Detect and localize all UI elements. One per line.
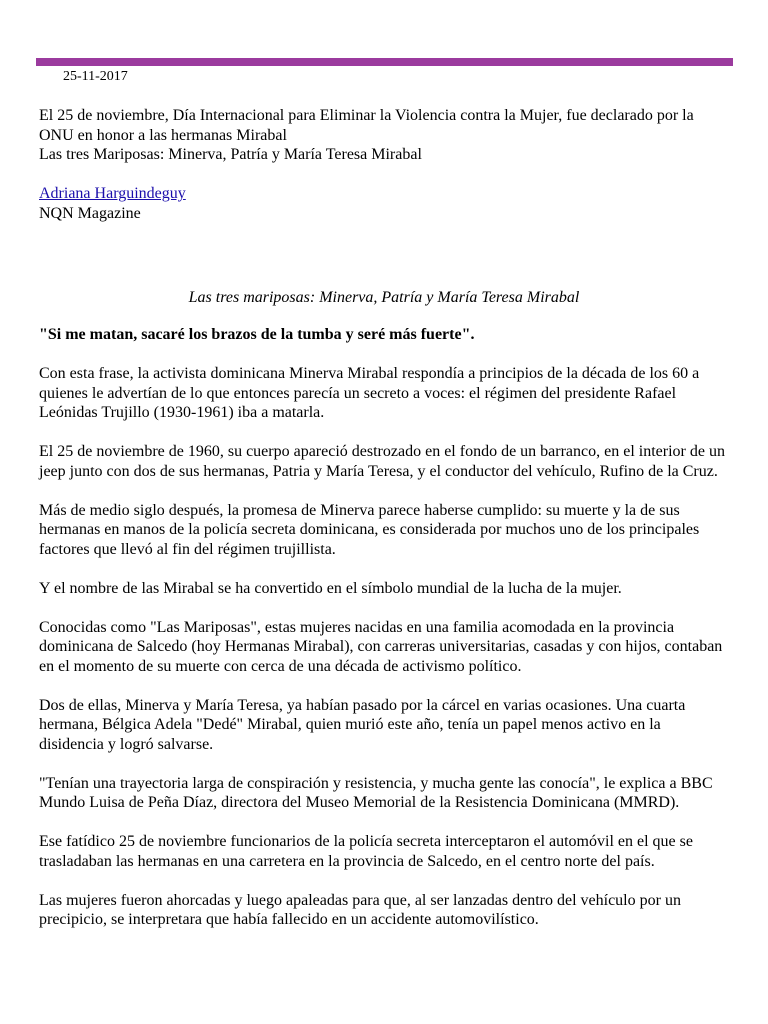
paragraph: "Tenían una trayectoria larga de conspiración y resistencia, y mucha gente las conocía", le explica a BBC Mundo Luisa de Peña Díaz, directora del Museo Memorial de la Resistencia Dominicana (MMRD).	[39, 774, 713, 811]
paragraph: Y el nombre de las Mirabal se ha convertido en el símbolo mundial de la lucha de la mujer.	[39, 579, 622, 597]
paragraph: Dos de ellas, Minerva y María Teresa, ya habían pasado por la cárcel en varias ocasiones. Una cuarta hermana, Bélgica Adela "Dedé" Mirabal, quien murió este año, tenía un papel menos activo en la disidencia y logró salvarse.	[39, 696, 686, 753]
article-body	[39, 325, 729, 949]
spacer	[39, 165, 729, 185]
paragraph: Conocidas como "Las Mariposas", estas mujeres nacidas en una familia acomodada en la provincia dominicana de Salcedo (hoy Hermanas Mirabal), con carreras universitarias, casadas y con hijos, contaban en el momento de su muerte con cerca de una década de activismo político.	[39, 618, 723, 675]
pull-quote: "Si me matan, sacaré los brazos de la tumba y seré más fuerte".	[39, 326, 475, 343]
article-subtitle: Las tres mariposas: Minerva, Patría y María Teresa Mirabal	[188, 289, 580, 306]
paragraph: El 25 de noviembre de 1960, su cuerpo apareció destrozado en el fondo de un barranco, en el interior de un jeep junto con dos de sus hermanas, Patria y María Teresa, y el conductor del vehículo, Rufino de la Cruz.	[39, 443, 725, 480]
intro-subheadline: Las tres Mariposas: Minerva, Patría y María Teresa Mirabal	[39, 146, 422, 163]
article-date: 25-11-2017	[63, 69, 128, 84]
intro-headline: El 25 de noviembre, Día Internacional para Eliminar la Violencia contra la Mujer, fue declarado por la ONU en honor a las hermanas Mirabal	[39, 107, 694, 144]
author-link[interactable]: Adriana Harguindeguy	[39, 185, 186, 202]
paragraph: Las mujeres fueron ahorcadas y luego apaleadas para que, al ser lanzadas dentro del vehículo por un precipicio, se interpretara que había fallecido en un accidente automovilístico.	[39, 891, 681, 928]
header-rule	[36, 58, 733, 66]
paragraph: Ese fatídico 25 de noviembre funcionarios de la policía secreta interceptaron el automóvil en el que se trasladaban las hermanas en una carretera en la provincia de Salcedo, en el centro norte del país.	[39, 833, 693, 870]
paragraph: Con esta frase, la activista dominicana Minerva Mirabal respondía a principios de la década de los 60 a quienes le advertían de lo que entonces parecía un secreto a voces: el régimen del presidente Rafael Leónidas Trujillo (1930-1961) iba a matarla.	[39, 365, 700, 421]
intro-block	[39, 106, 729, 223]
paragraph: Más de medio siglo después, la promesa de Minerva parece haberse cumplido: su muerte y la de sus hermanas en manos de la policía secreta dominicana, es considerada por muchos uno de los principales factores que llevó al fin del régimen trujillista.	[39, 501, 700, 558]
publication-name: NQN Magazine	[39, 204, 141, 222]
